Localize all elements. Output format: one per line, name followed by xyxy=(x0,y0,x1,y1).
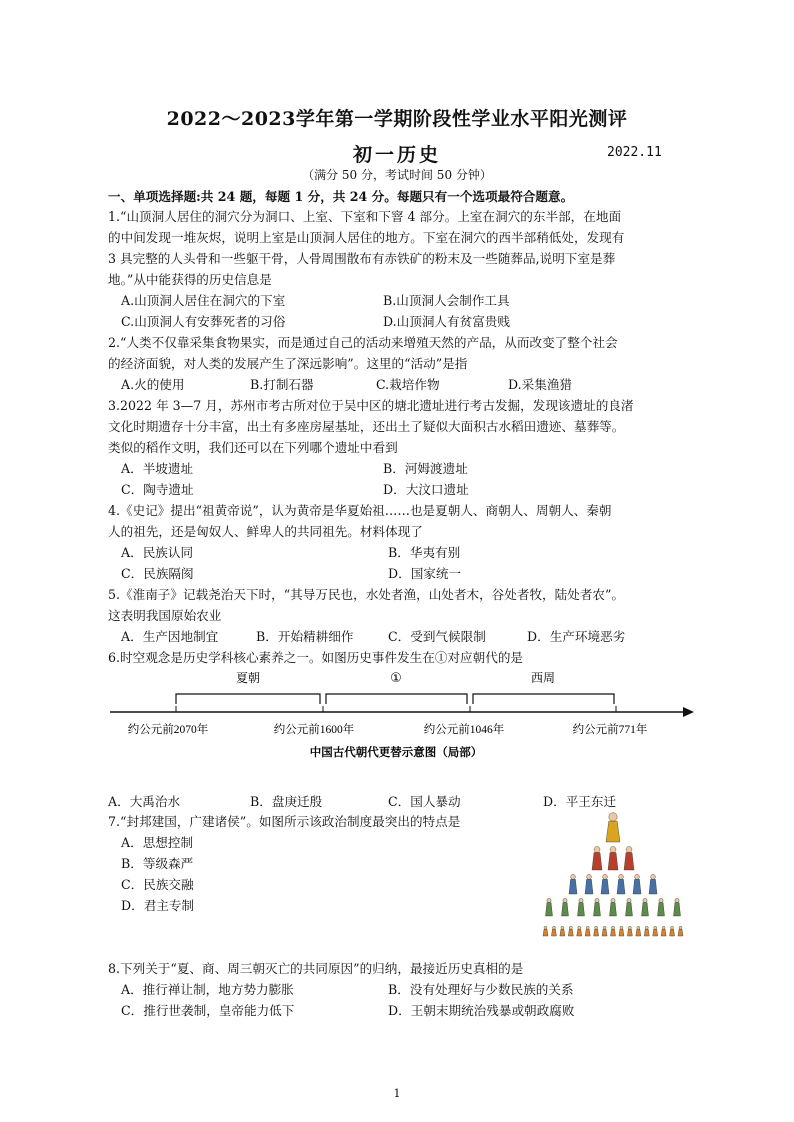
q4-line-2: 人的祖先，还是匈奴人、鲜卑人的共同祖先。材料体现了 xyxy=(108,524,423,539)
q8-line-1: 8.下列关于“夏、商、周三朝灭亡的共同原因”的归纳，最接近历史真相的是 xyxy=(108,961,524,976)
hierarchy-figure xyxy=(608,847,618,871)
period-label-xia: 夏朝 xyxy=(235,671,261,685)
q3-option-c: C．陶寺遗址 xyxy=(121,482,194,497)
q5-option-b: B．开始精耕细作 xyxy=(256,629,354,644)
q7-option-d: D．君主专制 xyxy=(121,898,195,913)
q5-option-c: C．受到气候限制 xyxy=(388,629,486,644)
exam-title: 2022～2023学年第一学期阶段性学业水平阳光测评 xyxy=(166,108,628,130)
hierarchy-figure xyxy=(636,926,641,936)
q4-option-c: C．民族隔阂 xyxy=(121,566,194,581)
hierarchy-figure xyxy=(602,926,607,936)
hierarchy-figure xyxy=(658,898,665,916)
q8-option-a: A．推行禅让制，地方势力膨胀 xyxy=(121,982,294,997)
q2-option-b: B.打制石器 xyxy=(250,377,314,392)
date-label-4: 约公元前771年 xyxy=(572,724,648,736)
q4-option-d: D．国家统一 xyxy=(388,566,462,581)
date-label-2: 约公元前1600年 xyxy=(273,724,355,736)
hierarchy-figure xyxy=(577,926,582,936)
hierarchy-figure xyxy=(649,874,657,894)
hierarchy-figure xyxy=(569,874,577,894)
exam-note: （满分 50 分，考试时间 50 分钟） xyxy=(302,168,492,182)
q4-option-a: A．民族认同 xyxy=(121,545,194,560)
q6-option-b: B．盘庚迁殷 xyxy=(250,794,323,809)
hierarchy-figure xyxy=(642,898,649,916)
q4-line-1: 4.《史记》提出“祖黄帝说”，认为黄帝是华夏始祖……也是夏朝人、商朝人、周朝人、秦朝 xyxy=(108,503,612,518)
hierarchy-figure xyxy=(619,926,624,936)
hierarchy-figure xyxy=(601,874,609,894)
hierarchy-figure xyxy=(644,926,649,936)
q2-option-a: A.火的使用 xyxy=(121,377,185,392)
date-label-3: 约公元前1046年 xyxy=(423,724,505,736)
timeline-caption: 中国古代朝代更替示意图（局部） xyxy=(309,747,483,759)
hierarchy-figure xyxy=(551,926,556,936)
q6-option-a: A．大禹治水 xyxy=(108,794,181,809)
date-label-1: 约公元前2070年 xyxy=(127,724,209,736)
q3-line-1: 3.2022 年 3—7 月，苏州市考古所对位于吴中区的塘北遗址进行考古发掘，发现该遗址的良渚 xyxy=(108,398,634,413)
hierarchy-figure xyxy=(585,874,593,894)
q7-option-c: C．民族交融 xyxy=(121,877,194,892)
hierarchy-figure xyxy=(562,898,569,916)
timeline-bracket-xia xyxy=(176,694,320,704)
q3-option-d: D．大汶口遗址 xyxy=(383,482,469,497)
feudal-hierarchy-pyramid xyxy=(538,810,688,955)
timeline-arrow xyxy=(683,707,694,717)
q5-line-1: 5.《淮南子》记载尧治天下时，“其导万民也，水处者渔，山处者木，谷处者牧，陆处者农”。 xyxy=(108,587,625,602)
hierarchy-figure xyxy=(578,898,585,916)
hierarchy-figure xyxy=(617,874,625,894)
q7-option-b: B．等级森严 xyxy=(121,856,194,871)
q3-option-a: A．半坡遗址 xyxy=(121,461,194,476)
hierarchy-figure xyxy=(678,926,683,936)
q3-line-2: 文化时期遗存十分丰富，出土有多座房屋基址，还出土了疑似大面积古水稻田遗迹、墓葬等。 xyxy=(108,419,625,434)
q8-option-b: B．没有处理好与少数民族的关系 xyxy=(388,982,574,997)
q2-option-d: D.采集渔猎 xyxy=(508,377,573,392)
q2-option-c: C.栽培作物 xyxy=(376,377,440,392)
q5-line-2: 这表明我国原始农业 xyxy=(108,608,222,623)
hierarchy-figure xyxy=(546,898,553,916)
q1-line-1: 1.“山顶洞人居住的洞穴分为洞口、上室、下室和下窨 4 部分。上室在洞穴的东半部，在地面 xyxy=(108,209,622,224)
hierarchy-figure xyxy=(624,847,634,871)
hierarchy-figure xyxy=(674,898,681,916)
q6-option-d: D．平王东迁 xyxy=(543,794,617,809)
q8-option-d: D．王朝末期统治残暴或朝政腐败 xyxy=(388,1003,575,1018)
hierarchy-figure xyxy=(661,926,666,936)
timeline-bracket-xizhou xyxy=(473,694,614,704)
hierarchy-figure xyxy=(568,926,573,936)
q5-option-a: A．生产因地制宜 xyxy=(121,629,219,644)
q3-line-3: 类似的稻作文明，我们还可以在下列哪个遗址中看到 xyxy=(108,440,398,455)
q5-option-d: D．生产环境恶劣 xyxy=(527,629,626,644)
dynasty-timeline xyxy=(108,660,698,770)
q7-option-a: A．思想控制 xyxy=(121,835,194,850)
exam-subject: 初一历史 xyxy=(352,144,441,166)
q6-option-c: C．国人暴动 xyxy=(388,794,461,809)
hierarchy-figure xyxy=(653,926,658,936)
hierarchy-figure xyxy=(670,926,675,936)
period-label-1: ① xyxy=(390,671,402,686)
q2-line-1: 2.“人类不仅靠采集食物果实，而是通过自己的活动来增殖天然的产品，从而改变了整个社会 xyxy=(108,335,618,350)
timeline-bracket-shang xyxy=(326,694,467,704)
q1-option-a: A.山顶洞人居住在洞穴的下室 xyxy=(121,293,286,308)
q1-option-c: C.山顶洞人有安葬死者的习俗 xyxy=(121,314,286,329)
hierarchy-figure xyxy=(611,926,616,936)
exam-date: 2022.11 xyxy=(607,145,662,160)
hierarchy-figure xyxy=(633,874,641,894)
hierarchy-figure xyxy=(594,898,601,916)
hierarchy-figure xyxy=(626,898,633,916)
hierarchy-figure xyxy=(606,813,620,842)
hierarchy-figure xyxy=(627,926,632,936)
hierarchy-figure xyxy=(594,926,599,936)
q4-option-b: B．华夷有别 xyxy=(388,545,461,560)
q1-line-4: 地。”从中能获得的历史信息是 xyxy=(108,272,272,287)
page-number: 1 xyxy=(393,1087,401,1100)
q1-line-2: 的中间发现一堆灰烬，说明上室是山顶洞人居住的地方。下室在洞穴的西半部稍低处，发现有 xyxy=(108,230,625,245)
q3-option-b: B．河姆渡遗址 xyxy=(383,461,468,476)
q1-option-b: B.山顶洞人会制作工具 xyxy=(383,293,510,308)
section-heading: 一、单项选择题:共 24 题，每题 1 分，共 24 分。每题只有一个选项最符合题意。 xyxy=(108,189,574,204)
q1-option-d: D.山顶洞人有贫富贵贱 xyxy=(383,314,510,329)
hierarchy-figure xyxy=(585,926,590,936)
q7-line-1: 7.“封邦建国，广建诸侯”。如图所示该政治制度最突出的特点是 xyxy=(108,814,461,829)
q2-line-2: 的经济面貌，对人类的发展产生了深远影响”。这里的“活动”是指 xyxy=(108,356,468,371)
hierarchy-figure xyxy=(543,926,548,936)
hierarchy-figure xyxy=(560,926,565,936)
hierarchy-figure xyxy=(592,847,602,871)
hierarchy-figure xyxy=(610,898,617,916)
q6-line-1: 6.时空观念是历史学科核心素养之一。如图历史事件发生在①对应朝代的是 xyxy=(108,650,524,665)
q1-line-3: 3 具完整的人头骨和一些躯干骨，人骨周围散布有赤铁矿的粉末及一些随葬品,说明下室是葬 xyxy=(108,251,616,266)
period-label-xizhou: 西周 xyxy=(530,671,556,685)
q8-option-c: C．推行世袭制，皇帝能力低下 xyxy=(121,1003,295,1018)
